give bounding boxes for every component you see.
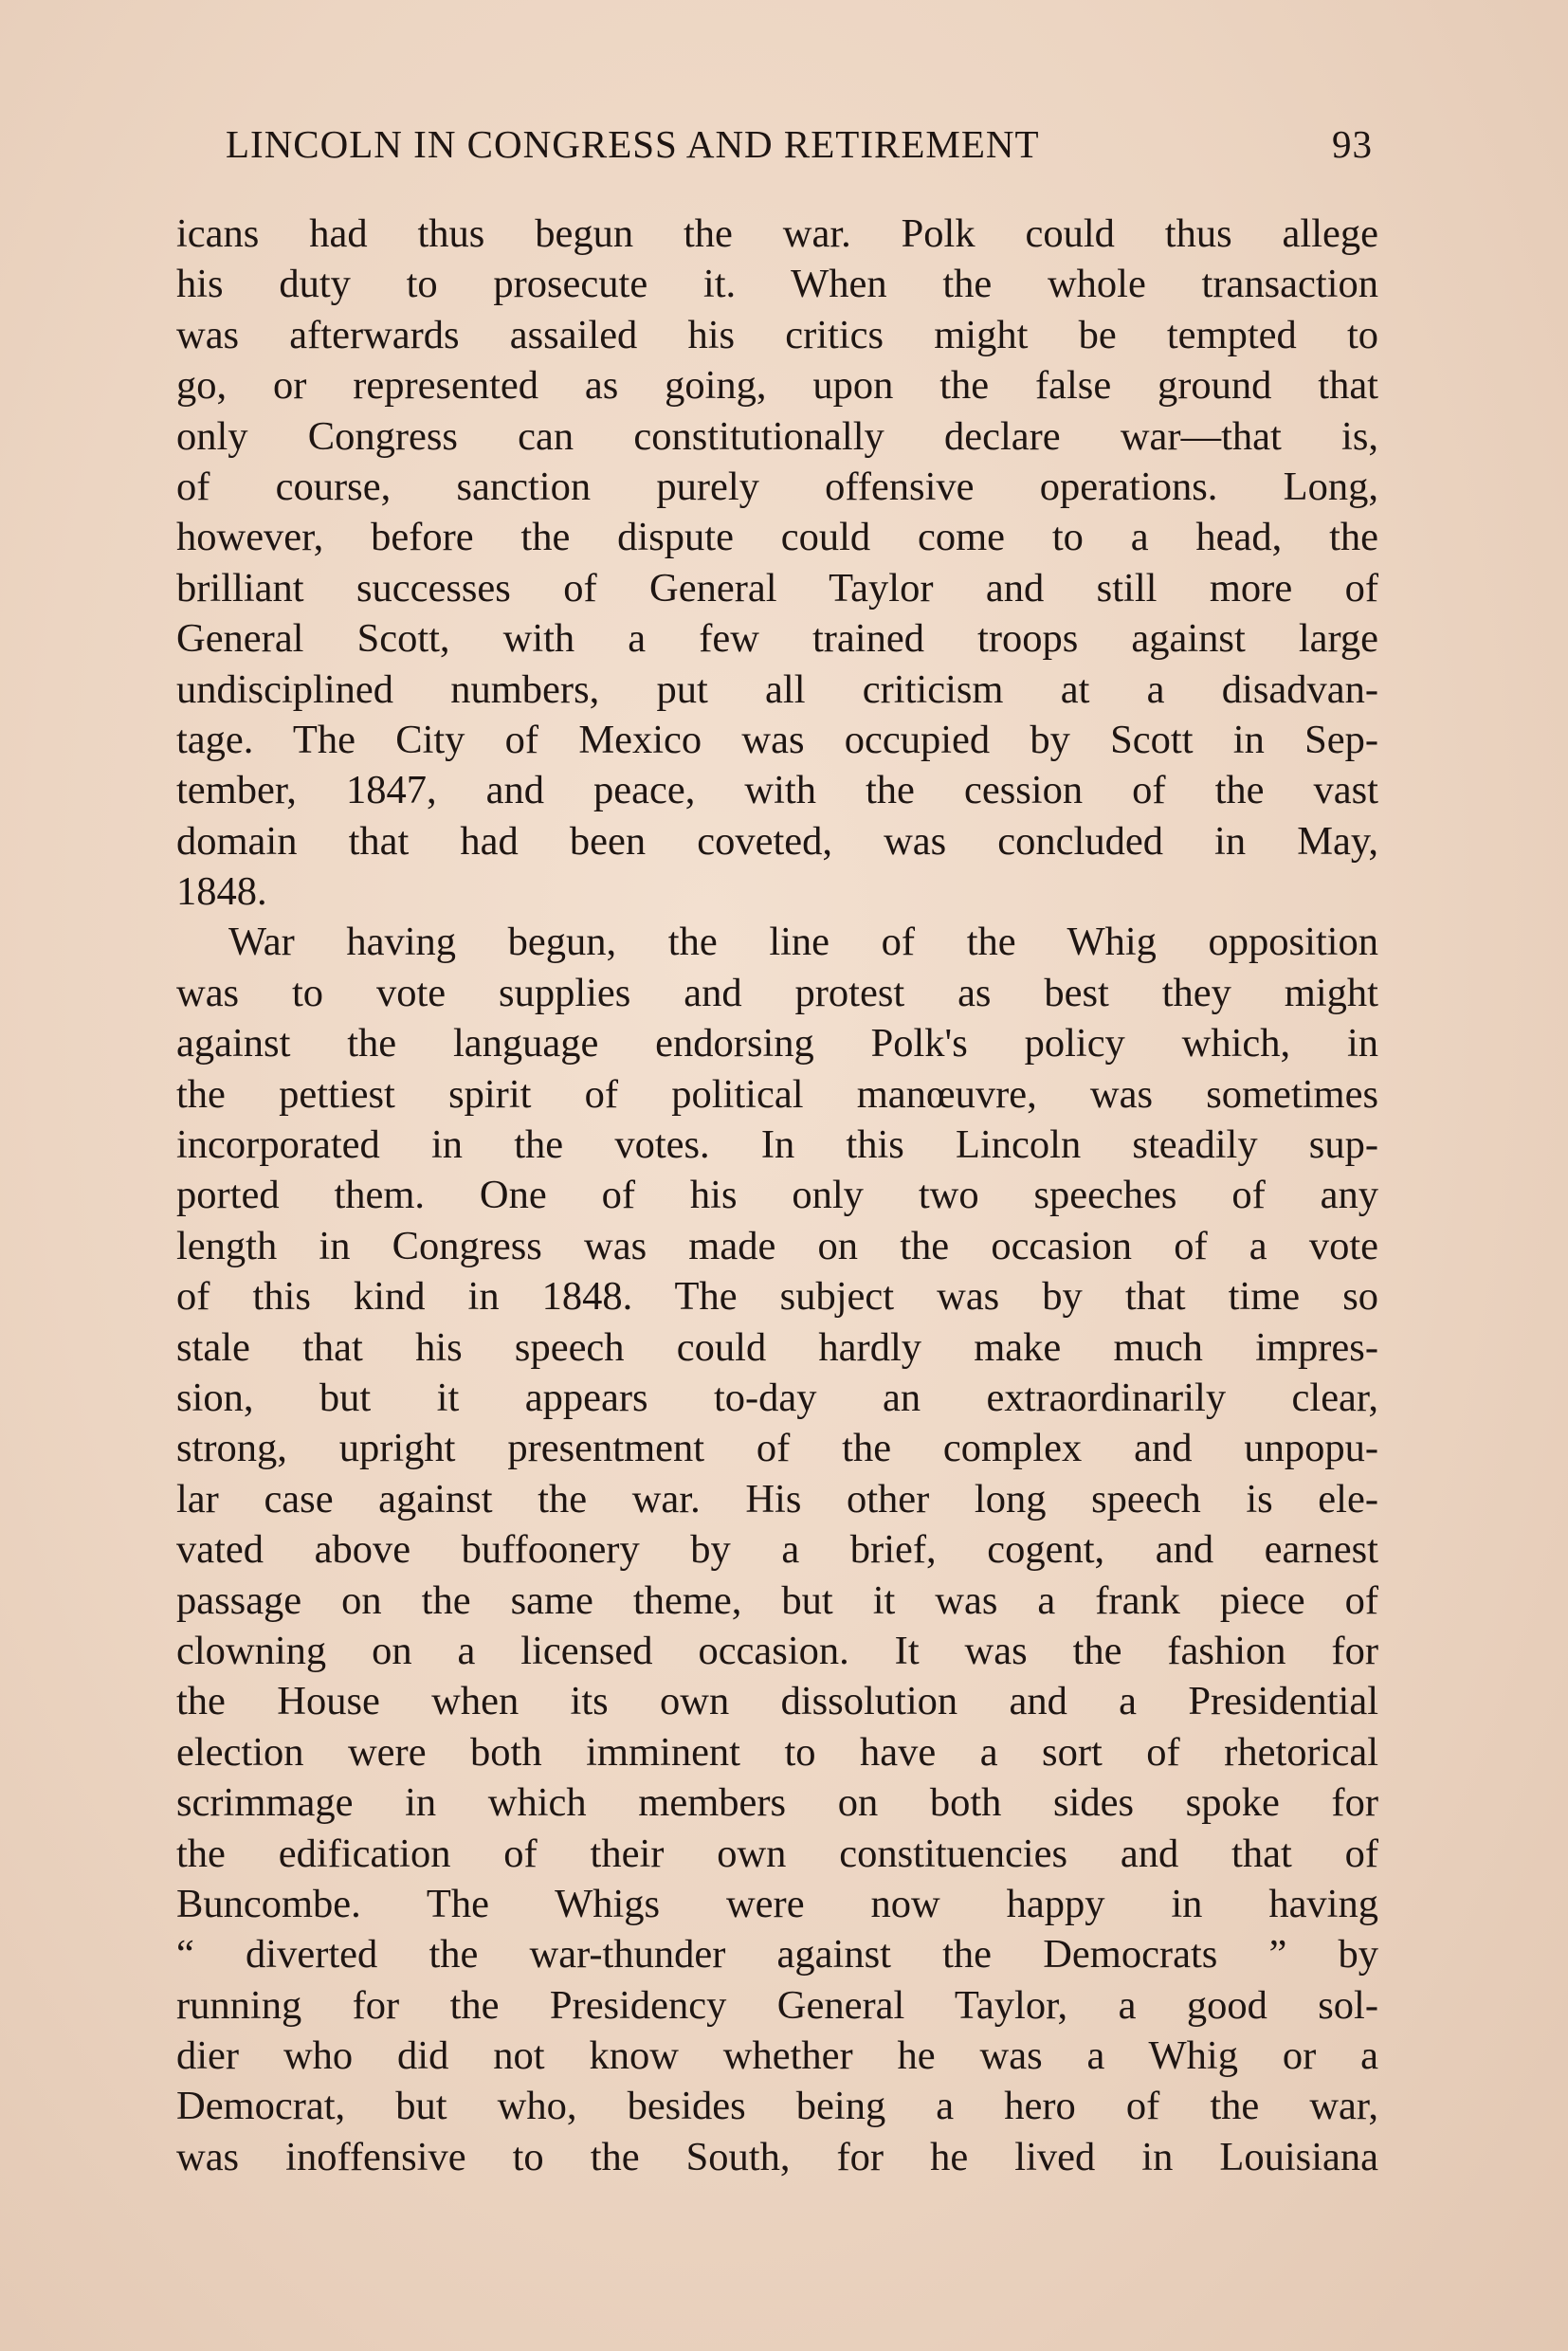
- text-line: go, or represented as going, upon the false ground that: [176, 363, 1378, 409]
- page-number: 93: [1332, 122, 1373, 166]
- text-line: undisciplined numbers, put all criticism at a disadvan-: [176, 666, 1378, 712]
- text-line: only Congress can constitutionally declare war—that is,: [176, 413, 1378, 459]
- text-line: 1848.: [176, 869, 267, 915]
- text-line: General Scott, with a few trained troops against large: [176, 616, 1378, 662]
- text-line: was afterwards assailed his critics might be tempted to: [176, 312, 1378, 357]
- text-line: the House when its own dissolution and a Presidential: [176, 1679, 1378, 1724]
- running-head: [226, 121, 1373, 178]
- text-line: brilliant successes of General Taylor and still more of: [176, 565, 1378, 611]
- text-line: his duty to prosecute it. When the whole transaction: [176, 262, 1378, 307]
- text-line: the pettiest spirit of political manœuvre, was sometimes: [176, 1071, 1378, 1117]
- text-line: clowning on a licensed occasion. It was the fashion for: [176, 1628, 1378, 1673]
- text-line: incorporated in the votes. In this Lincoln steadily sup-: [176, 1122, 1378, 1168]
- text-line: Buncombe. The Whigs were now happy in having: [176, 1881, 1378, 1926]
- text-line: sion, but it appears to-day an extraordinarily clear,: [176, 1375, 1378, 1420]
- text-line: was inoffensive to the South, for he lived in Louisiana: [176, 2134, 1378, 2179]
- text-line: lar case against the war. His other long speech is ele-: [176, 1476, 1378, 1522]
- text-line: was to vote supplies and protest as best they might: [176, 970, 1378, 1015]
- text-line: ported them. One of his only two speeches of any: [176, 1173, 1378, 1218]
- running-head-title: LINCOLN IN CONGRESS AND RETIREMENT: [226, 122, 1040, 166]
- text-line: scrimmage in which members on both sides spoke for: [176, 1780, 1378, 1826]
- text-line: stale that his speech could hardly make much impres-: [176, 1324, 1378, 1370]
- text-line: running for the Presidency General Taylor, a good sol-: [176, 1982, 1378, 2028]
- text-line: tember, 1847, and peace, with the cession of the vast: [176, 768, 1378, 813]
- text-line: passage on the same theme, but it was a frank piece of: [176, 1577, 1378, 1623]
- text-line: of course, sanction purely offensive operations. Long,: [176, 464, 1378, 509]
- text-line: domain that had been coveted, was concluded in May,: [176, 818, 1378, 864]
- text-line: length in Congress was made on the occasion of a vote: [176, 1223, 1378, 1268]
- text-line: vated above buffoonery by a brief, cogent, and earnest: [176, 1527, 1378, 1573]
- text-line: of this kind in 1848. The subject was by that time so: [176, 1274, 1378, 1320]
- text-line: War having begun, the line of the Whig opposition: [228, 920, 1378, 965]
- text-line: however, before the dispute could come to a head, the: [176, 515, 1378, 560]
- text-line: Democrat, but who, besides being a hero of the war,: [176, 2084, 1378, 2129]
- text-line: election were both imminent to have a sort of rhetorical: [176, 1729, 1378, 1775]
- text-line: icans had thus begun the war. Polk could thus allege: [176, 211, 1378, 256]
- text-line: the edification of their own constituencies and that of: [176, 1831, 1378, 1876]
- body-text: [176, 209, 1378, 2182]
- text-line: “ diverted the war-thunder against the Democrats ” by: [176, 1932, 1378, 1977]
- text-line: tage. The City of Mexico was occupied by Scott in Sep-: [176, 717, 1378, 762]
- text-line: against the language endorsing Polk's policy which, in: [176, 1021, 1378, 1066]
- text-line: dier who did not know whether he was a Whig or a: [176, 2033, 1378, 2079]
- text-line: strong, upright presentment of the complex and unpopu-: [176, 1426, 1378, 1471]
